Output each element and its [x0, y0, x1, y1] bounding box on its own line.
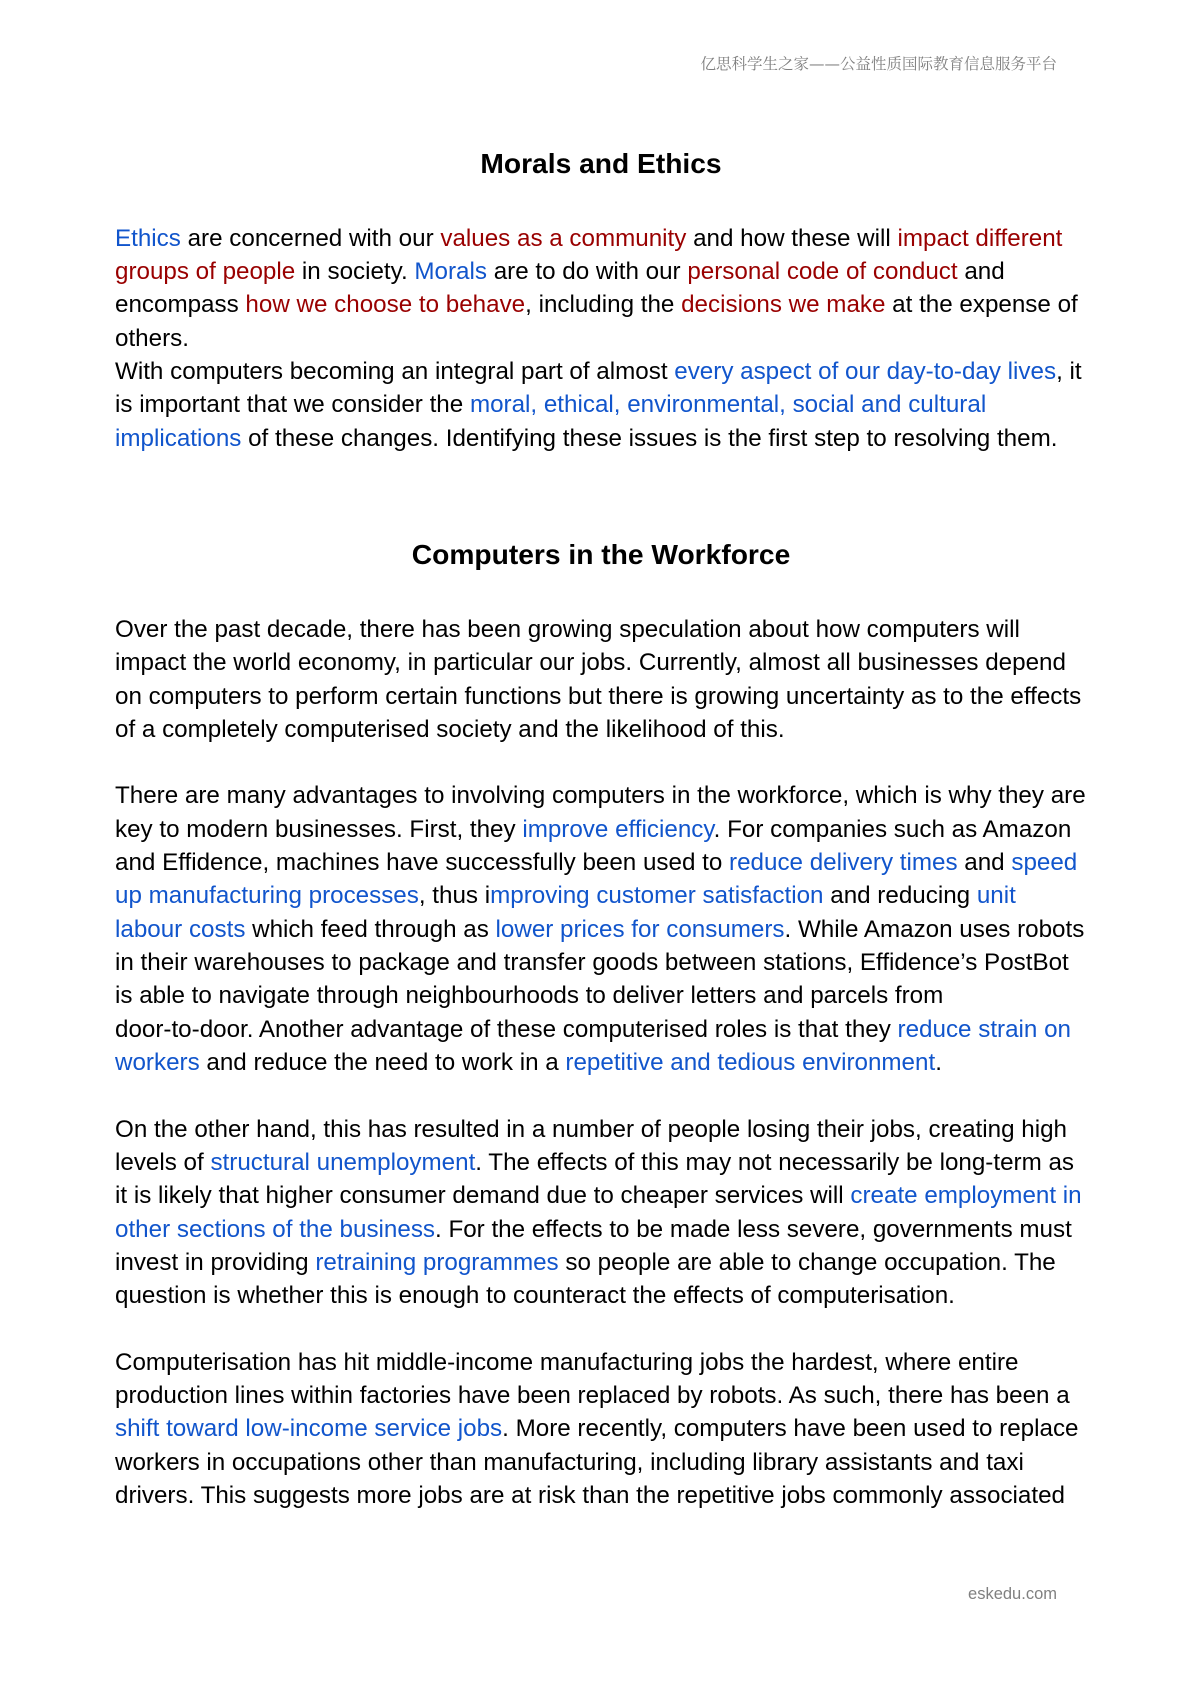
text-run: production lines within factories have been replaced by robots. As such, there has been a [115, 1382, 1070, 1410]
text-line [115, 1346, 1087, 1379]
paragraph [115, 355, 1087, 455]
highlighted-term-blue: every aspect of our day-to-day lives [674, 357, 1057, 385]
text-run: and reducing [823, 882, 977, 910]
text-run: workers in occupations other than manufacturing, including library assistants and taxi [115, 1448, 1024, 1476]
paragraph [115, 613, 1087, 746]
text-line [115, 1179, 1087, 1212]
text-run: question is whether this is enough to counteract the effects of computerisation. [115, 1282, 955, 1310]
text-line [115, 946, 1087, 979]
text-line [115, 1113, 1087, 1146]
highlighted-term-blue: unit [976, 882, 1016, 910]
text-run: are to do with our [486, 258, 688, 285]
text-run: Computerisation has hit middle-income manufacturing jobs the hardest, where entire [115, 1348, 1019, 1376]
text-line [115, 1446, 1087, 1479]
highlighted-term-blue: mproving customer satisfaction [490, 882, 824, 910]
text-run: encompass [115, 291, 246, 319]
text-run: . For the effects to be made less severe, governments must [435, 1215, 1072, 1243]
text-line [115, 646, 1087, 679]
highlighted-term-blue: reduce delivery times [729, 849, 958, 877]
site-header-text: 亿思科学生之家——公益性质国际教育信息服务平台 [700, 55, 1057, 73]
text-line [115, 713, 1087, 746]
text-run: key to modern businesses. First, they [115, 815, 523, 843]
text-line [115, 422, 1087, 455]
text-line [115, 1046, 1087, 1079]
highlighted-term-red: values as a community [440, 224, 687, 252]
text-run: it is likely that higher consumer demand due to cheaper services will [115, 1182, 851, 1210]
highlighted-term-blue: repetitive and tedious environment [565, 1048, 936, 1076]
text-run: in their warehouses to package and transfer goods between stations, Effidence’s PostBot [115, 949, 1069, 977]
text-line [115, 1246, 1087, 1279]
text-run: . More recently, computers have been used to replace [502, 1415, 1079, 1443]
text-run: and [957, 849, 1012, 877]
text-run: and [957, 258, 1005, 285]
highlighted-term-blue: up manufacturing processes [115, 882, 419, 910]
text-run: Over the past decade, there has been growing speculation about how computers will [115, 615, 1020, 643]
highlighted-term-blue: Ethics [115, 224, 181, 252]
text-run: . [935, 1048, 942, 1076]
text-line [115, 813, 1087, 846]
text-line [115, 680, 1087, 713]
text-line [115, 222, 1087, 255]
text-run: in society. [295, 258, 415, 285]
text-run: On the other hand, this has resulted in a number of people losing their jobs, creating high [115, 1115, 1067, 1143]
text-run: of a completely computerised society and the likelihood of this. [115, 715, 785, 743]
highlighted-term-blue: other sections of the business [115, 1215, 436, 1243]
section-body-computers-in-the-workforce [115, 613, 1087, 1546]
text-run: and Effidence, machines have successfully been used to [115, 849, 730, 877]
text-run: and reduce the need to work in a [199, 1048, 566, 1076]
text-run: , it [1056, 357, 1082, 385]
highlighted-term-blue: reduce strain on [897, 1015, 1071, 1043]
text-run: at the expense of [885, 291, 1078, 319]
text-line [115, 613, 1087, 646]
text-run: , thus i [418, 882, 491, 910]
highlighted-term-blue: Morals [414, 258, 487, 285]
text-run: is able to navigate through neighbourhoods to deliver letters and parcels from [115, 982, 944, 1010]
text-line [115, 779, 1087, 812]
highlighted-term-red: groups of people [115, 258, 296, 285]
highlighted-term-blue: moral, ethical, environmental, social and cultural [469, 391, 987, 419]
text-run: levels of [115, 1148, 211, 1176]
highlighted-term-blue: workers [115, 1048, 200, 1076]
text-run: on computers to perform certain functions but there is growing uncertainty as to the effects [115, 682, 1082, 710]
text-run: is important that we consider the [115, 391, 470, 419]
text-run: . For companies such as Amazon [713, 815, 1072, 843]
text-run: There are many advantages to involving computers in the workforce, which is why they are [115, 782, 1086, 810]
text-line [115, 979, 1087, 1012]
text-line [115, 913, 1087, 946]
text-line [115, 1213, 1087, 1246]
text-line [115, 1479, 1087, 1512]
text-run: drivers. This suggests more jobs are at risk than the repetitive jobs commonly associated [115, 1482, 1066, 1510]
text-run: which feed through as [245, 915, 496, 943]
text-line [115, 288, 1087, 321]
text-run: and how these will [686, 224, 898, 252]
highlighted-term-blue: implications [115, 424, 242, 452]
section-title-computers-in-the-workforce: Computers in the Workforce [411, 537, 791, 570]
text-run: With computers becoming an integral part of almost [115, 357, 675, 385]
section-title-morals-and-ethics: Morals and Ethics [480, 146, 722, 179]
highlighted-term-blue: retraining programmes [315, 1248, 559, 1276]
section-body-morals-and-ethics [115, 222, 1087, 455]
highlighted-term-blue: speed [1011, 849, 1078, 877]
text-run: . The effects of this may not necessarily be long-term as [475, 1148, 1074, 1176]
text-run: . While Amazon uses robots [784, 915, 1085, 943]
text-run: so people are able to change occupation. The [558, 1248, 1056, 1276]
text-run: invest in providing [115, 1248, 316, 1276]
paragraph [115, 1346, 1087, 1513]
text-line [115, 1146, 1087, 1179]
site-footer-domain: eskedu.com [968, 1585, 1057, 1603]
highlighted-term-blue: create employment in [850, 1182, 1082, 1210]
paragraph [115, 779, 1087, 1079]
text-line [115, 322, 1087, 355]
highlighted-term-blue: shift toward low-income service jobs [115, 1415, 503, 1443]
text-line [115, 1379, 1087, 1412]
text-line [115, 846, 1087, 879]
text-run: door-to-door. Another advantage of these computerised roles is that they [115, 1015, 898, 1043]
paragraph [115, 1113, 1087, 1313]
text-line [115, 255, 1087, 288]
text-line [115, 879, 1087, 912]
highlighted-term-blue: structural unemployment [210, 1148, 476, 1176]
text-run: impact the world economy, in particular our jobs. Currently, almost all businesses depend [115, 649, 1066, 677]
text-line [115, 1279, 1087, 1312]
highlighted-term-red: impact different [897, 224, 1063, 252]
highlighted-term-red: personal code of conduct [687, 258, 958, 285]
text-run: , including the [525, 291, 682, 319]
text-line [115, 1412, 1087, 1445]
text-run: others. [115, 324, 189, 352]
text-line [115, 355, 1087, 388]
highlighted-term-blue: lower prices for consumers [495, 915, 785, 943]
text-line [115, 1013, 1087, 1046]
text-line [115, 388, 1087, 421]
highlighted-term-red: how we choose to behave [245, 291, 526, 319]
highlighted-term-blue: improve efficiency [522, 815, 714, 843]
text-run: of these changes. Identifying these issues is the first step to resolving them. [241, 424, 1058, 452]
highlighted-term-blue: labour costs [115, 915, 246, 943]
highlighted-term-red: decisions we make [681, 291, 886, 319]
paragraph [115, 222, 1087, 355]
text-run: are concerned with our [180, 224, 441, 252]
